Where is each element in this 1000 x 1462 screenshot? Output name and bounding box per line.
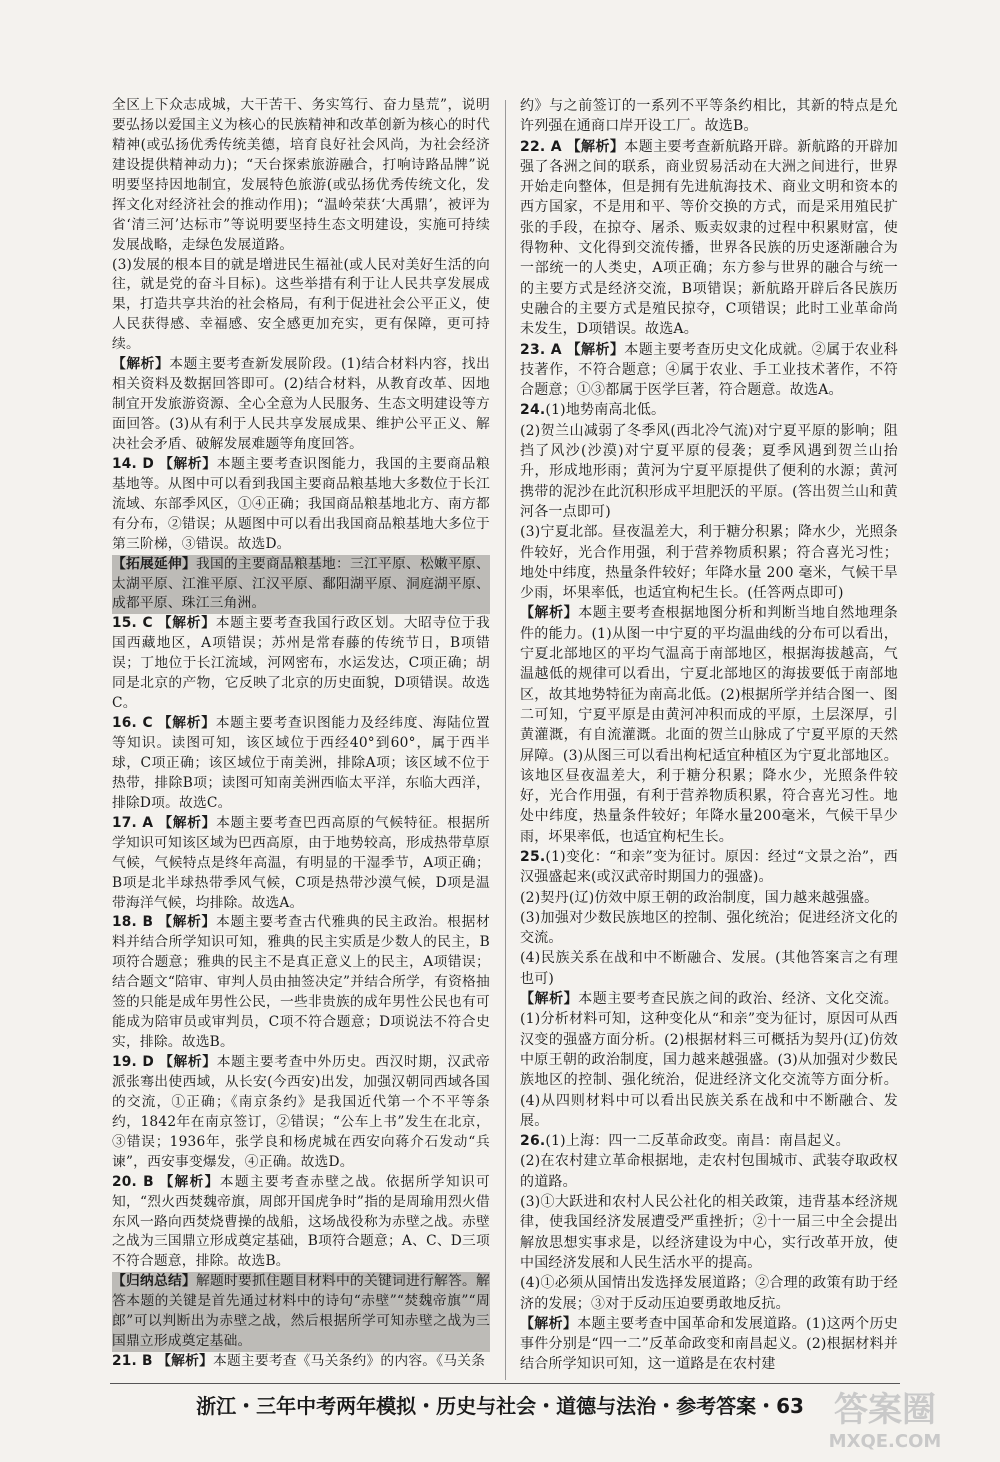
question-17 (112, 814, 490, 914)
summary-box (112, 1272, 490, 1352)
answer-line: (1)变化：“和亲”变为征讨。原因：经过“文景之治”，西汉强盛起来(或汉武帝时期国力的强盛)。 (520, 848, 898, 886)
left-column (112, 96, 490, 1372)
question-number: 22. A (520, 138, 562, 155)
analysis-text: 本题主要考查中外历史。西汉时期，汉武帝派张骞出使西域，从长安(今西安)出发，加强汉朝同西域各国的交流，①正确；《南京条约》是我国近代第一个不平等条约，1842年在南京签订，②错误；“公车上书”发生在北京，③错误；1936年，张学良和杨虎城在西安向蒋介石发动“兵谏”，西安事变爆发，④正确。故选D。 (112, 1054, 490, 1170)
analysis-text: 本题主要考查《马关条约》的内容。《马关条 (213, 1353, 486, 1370)
right-column (520, 96, 898, 1375)
analysis-text: 本题主要考查识图能力及经纬度、海陆位置等知识。读图可知，该区域位于西经40°到60°，属于西半球，C项正确；该区域位于南美洲，排除A项；该区域不位于热带，排除B项；读图可知南美洲西临太平洋，东临大西洋，排除D项。故选C。 (112, 715, 490, 811)
question-number: 16. C (112, 715, 153, 732)
question-26-answer (520, 1131, 898, 1151)
question-24-answer (520, 400, 898, 420)
page-footer: 浙江・三年中考两年模拟・历史与社会・道德与法治・参考答案・63 (196, 1394, 804, 1418)
analysis-tag: 【解析】 (158, 914, 216, 931)
watermark-url: MXQE.COM (828, 1431, 942, 1452)
analysis-text: 本题主要考查赤壁之战。依据所学知识可知，“烈火西焚魏帝旗，周郎开国虎争时”指的是周瑜用烈火借东风一路向西焚烧曹操的战船，这场战役称为赤壁之战。赤壁之战为三国鼎立形成奠定基础，B项符合题意；A、C、D三项不符合题意，排除。故选B。 (112, 1173, 490, 1270)
intro-analysis (112, 355, 490, 455)
analysis-tag: 【解析】 (520, 605, 579, 622)
analysis-text: 本题主要考查巴西高原的气候特征。根据所学知识可知该区域为巴西高原，由于地势较高，形成热带草原气候，气候特点是终年高温，有明显的干湿季节，A项正确；B项是北半球热带季风气候，C项是热带沙漠气候，D项是温带海洋气候，均排除。故选A。 (112, 814, 490, 911)
analysis-tag: 【解析】 (112, 356, 170, 373)
analysis-tag: 【解析】 (159, 455, 217, 472)
question-22 (520, 137, 898, 340)
question-number: 19. D (112, 1054, 155, 1070)
analysis-tag: 【解析】 (520, 991, 579, 1008)
answer-line: (3)宁夏北部。昼夜温差大，利于糖分积累；降水少，光照条件较好，光合作用强，利于营养物质积累；符合喜光习性；地处中纬度，热量条件较好；年降水量 200 毫米，气候干旱少雨，坏果率低，也适宜枸杞生长。(任答两点即可) (520, 524, 898, 602)
intro-paragraph: (3)发展的根本目的就是增进民生福祉(或人民对美好生活的向往，就是党的奋斗目标)。这些举措有利于让人民共享发展成果，打造共享共治的社会格局，有利于促进社会公平正义，使人民获得感、幸福感、安全感更加充实，更有保障，更可持续。 (112, 256, 490, 353)
answer-line: (2)在农村建立革命根据地，走农村包围城市、武装夺取政权的道路。 (520, 1153, 898, 1190)
analysis-tag: 【解析】 (158, 814, 217, 831)
analysis-text: 本题主要考查历史文化成就。②属于农业科技著作，不符合题意；④属于农业、手工业技术著作，不符合题意；①③都属于医学巨著，符合题意。故选A。 (520, 341, 898, 399)
question-19 (112, 1053, 490, 1173)
analysis-text: 本题主要考查我国行政区划。大昭寺位于我国西藏地区，A项错误；苏州是常春藤的传统节日，B项错误；丁地位于长江流域，河网密布，水运发达，C项正确；胡同是北京的产物，它反映了北京的历史面貌，D项错误。故选C。 (112, 615, 490, 712)
question-number: 23. A (520, 341, 562, 358)
question-number: 18. B (112, 914, 154, 931)
question-number: 25. (520, 848, 546, 865)
question-number: 21. B (112, 1353, 153, 1370)
answer-line: (3)①大跃进和农村人民公社化的相关政策，违背基本经济规律，使我国经济发展遭受严重挫折；②十一届三中全会提出解放思想实事求是，以经济建设为中心，实行改革开放，使中国经济发展和人民生活水平的提高。 (520, 1194, 898, 1271)
question-number: 14. D (112, 455, 155, 472)
analysis-text: 本题主要考查新发展阶段。(1)结合材料内容，找出相关资料及数据回答即可。(2)结合材料，从教育改革、因地制宜开发旅游资源、全心全意为人民服务、生态文明建设等方面回答。(3)从有利于人民共享发展成果、维护公平正义、解决社会矛盾、破解发展难题等角度回答。 (112, 356, 490, 452)
footer-rule (110, 1383, 900, 1384)
analysis-tag: 【解析】 (520, 1315, 578, 1332)
analysis-text: 本题主要考查古代雅典的民主政治。根据材料并结合所学知识可知，雅典的民主实质是少数人的民主，B项符合题意；雅典的民主不是真正意义上的民主，A项错误；结合题文“陪审、审判人员由抽签决定”并结合所学，有资格抽签的只能是成年男性公民，一些非贵族的成年男性公民也有可能成为陪审员或审判员，C项不符合题意；D项说法不符合史实，排除。故选B。 (112, 914, 490, 1051)
question-number: 17. A (112, 814, 154, 831)
analysis-text: 本题主要考查新航路开辟。新航路的开辟加强了各洲之间的联系，商业贸易活动在大洲之间进行，世界开始走向整体，但是拥有先进航海技术、商业文明和资本的西方国家，不是用和平、等价交换的方式，而是采用殖民扩张的手段，在掠夺、屠杀、贩卖奴隶的过程中积累财富，使得物种、文化得到交流传播，世界各民族的历史逐渐融合为一部统一的人类史，A项正确；东方参与世界的融合与统一的主要方式是经济交流，B项错误；新航路开辟后各民族历史融合的主要方式是殖民掠夺，C项错误；此时工业革命尚未发生，D项错误。故选A。 (520, 138, 898, 338)
column-divider (505, 100, 506, 1380)
answer-line: (1)上海：四一二反革命政变。南昌：南昌起义。 (545, 1133, 850, 1150)
question-25-answer (520, 847, 898, 888)
question-21 (112, 1352, 490, 1372)
answer-line: (1)地势南高北低。 (545, 402, 666, 419)
analysis-text: 本题主要考查根据地图分析和判断当地自然地理条件的能力。(1)从图一中宁夏的平均温曲线的分布可以看出，宁夏北部地区的平均气温高于南部地区，根据海拔越高，气温越低的规律可以看出，宁夏北部地区的海拔要低于南部地区，故其地势特征为南高北低。(2)根据所学并结合图一、图二可知，宁夏平原是由黄河冲积而成的平原，土层深厚，引黄灌溉，有自流灌溉。北面的贺兰山脉成了宁夏平原的天然屏障。(3)从图三可以看出枸杞适宜种植区为宁夏北部地区。该地区昼夜温差大，利于糖分积累；降水少，光照条件较好，光合作用强，有利于营养物质积累，符合喜光习性。地处中纬度，热量条件较好；年降水量200毫米，气候干旱少雨，坏果率低，也适宜枸杞生长。 (520, 605, 898, 845)
analysis-text: 本题主要考查识图能力，我国的主要商品粮基地等。从图中可以看到我国主要商品粮基地大多数位于长江流域、东部季风区，①④正确；我国商品粮基地北方、南方都有分布，②错误；从题图中可以看出我国商品粮基地大多位于第三阶梯，③错误。故选D。 (112, 455, 490, 552)
extension-text: 我国的主要商品粮基地：三江平原、松嫩平原、太湖平原、江淮平原、江汉平原、鄱阳湖平原、洞庭湖平原、成都平原、珠江三角洲。 (112, 555, 491, 612)
extension-box (112, 555, 490, 615)
summary-text: 解题时要抓住题目材料中的关键词进行解答。解答本题的关键是首先通过材料中的诗句“赤壁”“焚魏帝旗”“周郎”可以判断出为赤壁之战，然后根据所学可知赤壁之战为三国鼎立形成奠定基础。 (112, 1273, 491, 1350)
intro-paragraph: 全区上下众志成城，大干苦干、务实笃行、奋力垦荒”，说明要弘扬以爱国主义为核心的民族精神和改革创新为核心的时代精神(或弘扬优秀传统美德，培育良好社会风尚，为社会经济建设提供精神动力)；“天台探索旅游融合，打响诗路品牌”说明要坚持因地制宜，发展特色旅游(或弘扬优秀传统文化，发挥文化对经济社会的推动作用)；“温岭荣获‘大禹鼎’，被评为省‘清三河’达标市”等说明要坚持生态文明建设，实施可持续发展战略，走绿色发展道路。 (112, 97, 490, 253)
question-25-analysis (520, 989, 898, 1131)
answer-line: (2)契丹(辽)仿效中原王朝的政治制度，国力越来越强盛。 (520, 889, 879, 906)
summary-tag: 【归纳总结】 (112, 1273, 197, 1290)
analysis-text: 本题主要考查民族之间的政治、经济、文化交流。(1)分析材料可知，这种变化从“和亲”变为征讨，原因可从西汉变的强盛方面分析。(2)根据材料三可概括为契丹(辽)仿效中原王朝的政治制度，国力越来越强盛。(3)从加强对少数民族地区的控制、强化统治，促进经济文化交流等方面分析。(4)从四则材料中可以看出民族关系在战和中不断融合、发展。 (520, 991, 898, 1129)
question-number: 20. B (112, 1173, 154, 1190)
question-16 (112, 714, 490, 814)
question-21-continued: 约》与之前签订的一系列不平等条约相比，其新的特点是允许列强在通商口岸开设工厂。故选B。 (520, 98, 898, 135)
analysis-tag: 【解析】 (566, 341, 625, 358)
question-23 (520, 340, 898, 401)
answer-line: (3)加强对少数民族地区的控制、强化统治；促进经济文化的交流。 (520, 909, 898, 947)
question-15 (112, 614, 490, 714)
watermark-logo (810, 1390, 960, 1460)
question-18 (112, 913, 490, 1053)
answer-line: (4)①必须从国情出发选择发展道路；②合理的政策有助于经济的发展；③对于反动压迫要勇敢地反抗。 (520, 1275, 898, 1312)
analysis-tag: 【解析】 (159, 1173, 220, 1190)
answer-line: (2)贺兰山减弱了冬季风(西北冷气流)对宁夏平原的影响；阻挡了风沙(沙漠)对宁夏平原的侵袭；夏季风遇到贺兰山抬升，形成地形雨；黄河为宁夏平原提供了便利的水源；黄河携带的泥沙在此沉积形成平坦肥沃的平原。(答出贺兰山和黄河各一点即可) (520, 422, 898, 520)
question-number: 24. (520, 402, 546, 419)
watermark-text: 答案圈 (834, 1390, 936, 1430)
analysis-tag: 【解析】 (159, 1054, 217, 1070)
analysis-tag: 【解析】 (566, 138, 625, 155)
question-14 (112, 455, 490, 555)
analysis-tag: 【解析】 (157, 615, 216, 632)
question-number: 26. (520, 1133, 546, 1150)
question-26-analysis (520, 1314, 898, 1375)
analysis-tag: 【解析】 (157, 1353, 214, 1370)
analysis-tag: 【解析】 (157, 715, 216, 732)
extension-tag: 【拓展延伸】 (112, 555, 197, 572)
analysis-text: 本题主要考查中国革命和发展道路。(1)这两个历史事件分别是“四一二”反革命政变和南昌起义。(2)根据材料并结合所学知识可知，这一道路是在农村建 (520, 1315, 898, 1373)
question-20 (112, 1173, 490, 1273)
question-24-analysis (520, 603, 898, 847)
answer-line: (4)民族关系在战和中不断融合、发展。(其他答案言之有理也可) (520, 950, 898, 987)
question-number: 15. C (112, 615, 153, 632)
